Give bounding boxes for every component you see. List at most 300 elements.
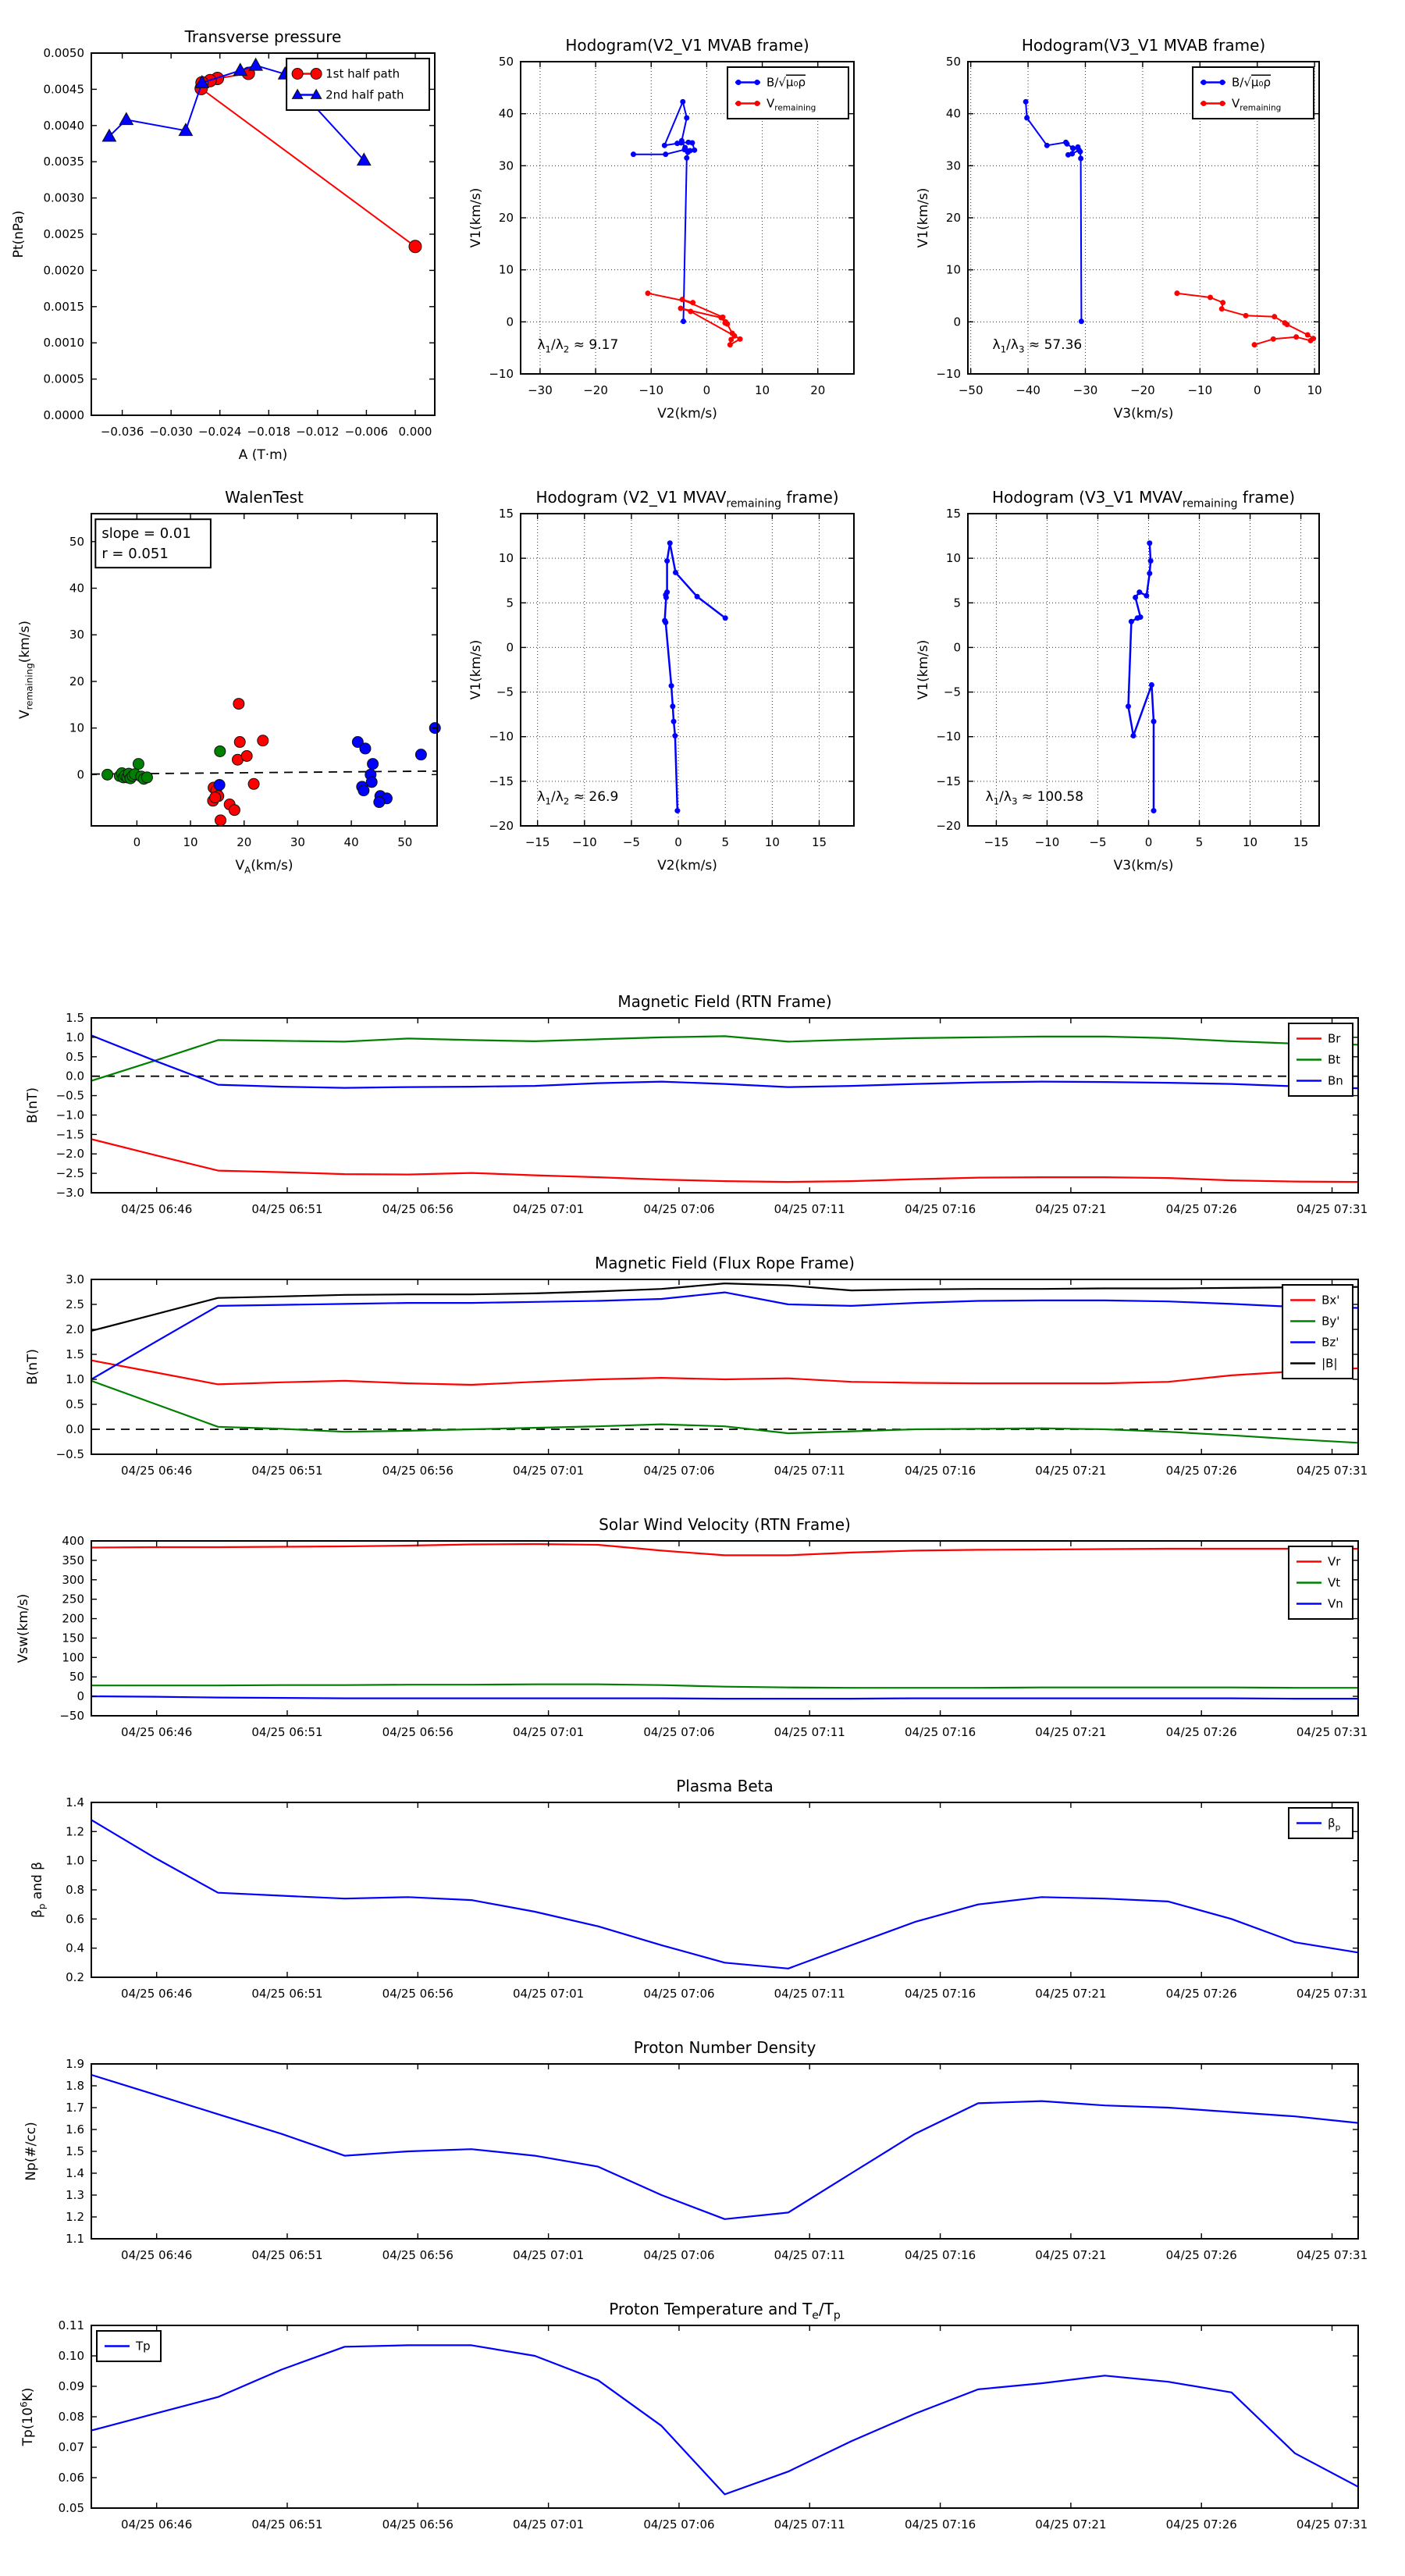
y-tick-label: 0.0015	[43, 299, 84, 314]
x-tick-label: 04/25 07:16	[904, 2248, 976, 2262]
y-tick-label: −5	[496, 685, 514, 699]
data-point	[374, 797, 385, 808]
y-tick-label: 0	[506, 315, 514, 329]
x-tick-label: 0.000	[398, 425, 432, 439]
x-tick-label: 04/25 07:01	[513, 2517, 585, 2532]
y-tick-label: 0.06	[58, 2471, 84, 2485]
y-tick-label: 0.0	[66, 1069, 84, 1083]
x-tick-label: 04/25 07:16	[904, 1987, 976, 2001]
x-tick-label: −0.036	[100, 425, 144, 439]
y-tick-label: 0.0025	[43, 227, 84, 241]
x-tick-label: 04/25 06:56	[382, 1202, 454, 1216]
y-tick-label: 0	[953, 315, 961, 329]
data-point	[141, 772, 152, 783]
chart-title: WalenTest	[225, 488, 304, 507]
y-tick-label: 40	[945, 106, 961, 121]
legend-label: Br	[1328, 1031, 1341, 1046]
data-point	[670, 703, 675, 709]
x-tick-label: 04/25 07:06	[643, 2517, 715, 2532]
chart-title: Solar Wind Velocity (RTN Frame)	[599, 1515, 851, 1534]
y-tick-label: 400	[62, 1534, 84, 1548]
x-tick-label: 04/25 07:21	[1035, 2248, 1107, 2262]
y-tick-label: −15	[489, 774, 514, 788]
x-tick-label: 04/25 07:11	[774, 1464, 845, 1478]
y-tick-label: 1.4	[66, 2166, 84, 2180]
data-point	[688, 309, 693, 315]
legend-label: Tp	[136, 2339, 151, 2354]
y-tick-label: −10	[489, 729, 514, 744]
y-tick-label: −1.5	[55, 1127, 84, 1142]
data-point	[1151, 719, 1157, 724]
y-tick-label: 0.6	[66, 1912, 84, 1927]
legend-label: $V_{remaining}$	[1232, 96, 1282, 113]
data-point	[1130, 733, 1136, 738]
data-point	[102, 769, 113, 780]
y-tick-label: 0.05	[58, 2501, 84, 2515]
y-tick-label: 1.5	[66, 1347, 84, 1361]
x-tick-label: 04/25 06:56	[382, 2248, 454, 2262]
annotation-text: $\lambda_1/\lambda_3 \approx 57.36$	[992, 337, 1083, 355]
y-tick-label: 1.2	[66, 2210, 84, 2224]
y-tick-label: 0.0040	[43, 118, 84, 133]
y-axis-label: V1(km/s)	[916, 187, 931, 248]
x-tick-label: −40	[1016, 383, 1040, 397]
y-tick-label: 10	[498, 551, 514, 566]
data-point	[722, 320, 727, 326]
data-point	[738, 336, 743, 342]
data-point	[755, 80, 760, 85]
data-point	[258, 735, 269, 746]
y-tick-label: 1.6	[66, 2122, 84, 2137]
y-tick-label: 0.0005	[43, 372, 84, 386]
x-tick-label: 04/25 07:11	[774, 1725, 845, 1739]
x-tick-label: 04/25 07:11	[774, 2517, 845, 2532]
y-tick-label: 0.2	[66, 1970, 84, 1984]
x-tick-label: 50	[397, 835, 413, 849]
x-tick-label: 04/25 06:51	[251, 1725, 323, 1739]
transverse-pressure-chart	[0, 0, 468, 488]
data-point	[1174, 290, 1179, 296]
data-point	[678, 306, 683, 311]
x-tick-label: 20	[237, 835, 252, 849]
data-point	[673, 570, 678, 575]
legend-label: By'	[1321, 1314, 1340, 1329]
x-tick-label: 04/25 06:51	[251, 1202, 323, 1216]
chart-title: Plasma Beta	[676, 1777, 774, 1795]
y-tick-label: 100	[62, 1650, 84, 1665]
x-tick-label: −15	[525, 835, 550, 849]
np-chart	[0, 2014, 1405, 2275]
x-axis-label: $V_A(km/s)$	[235, 858, 293, 876]
y-tick-label: −5	[943, 685, 961, 699]
x-axis-label: V2(km/s)	[657, 406, 717, 422]
data-point	[680, 297, 685, 302]
x-tick-label: 10	[755, 383, 770, 397]
y-tick-label: 10	[498, 262, 514, 277]
data-point	[1149, 682, 1154, 688]
data-point	[662, 143, 667, 148]
plot-background	[91, 2325, 1358, 2508]
x-tick-label: 04/25 07:06	[643, 1987, 715, 2001]
chart-title: Hodogram(V2_V1 MVAB frame)	[565, 36, 809, 55]
x-tick-label: 04/25 07:16	[904, 2517, 976, 2532]
data-point	[1271, 336, 1276, 342]
x-tick-label: 04/25 07:06	[643, 1464, 715, 1478]
y-tick-label: 30	[69, 628, 84, 642]
data-point	[1201, 80, 1207, 85]
y-tick-label: −50	[59, 1709, 84, 1723]
x-tick-label: 04/25 06:56	[382, 1725, 454, 1739]
x-tick-label: 04/25 06:46	[121, 1464, 193, 1478]
data-point	[727, 342, 733, 347]
x-tick-label: 04/25 07:26	[1165, 2248, 1237, 2262]
data-point	[728, 337, 734, 343]
plot-background	[91, 1018, 1358, 1193]
y-tick-label: 0.8	[66, 1883, 84, 1897]
y-tick-label: 0.0020	[43, 263, 84, 278]
y-tick-label: 10	[945, 551, 961, 566]
x-tick-label: −5	[622, 835, 640, 849]
annotation-text: r = 0.051	[101, 546, 169, 563]
y-tick-label: 10	[945, 262, 961, 277]
x-tick-label: 10	[1307, 383, 1322, 397]
x-tick-label: 04/25 07:16	[904, 1725, 976, 1739]
y-tick-label: 50	[945, 55, 961, 69]
legend-label: Bn	[1328, 1073, 1343, 1088]
data-point	[234, 737, 245, 748]
data-point	[241, 750, 252, 761]
y-tick-label: 5	[953, 596, 961, 610]
x-tick-label: 04/25 07:11	[774, 2248, 845, 2262]
y-tick-label: 200	[62, 1611, 84, 1626]
data-point	[311, 69, 322, 80]
data-point	[671, 719, 677, 724]
x-tick-label: −5	[1089, 835, 1107, 849]
data-point	[1147, 540, 1152, 546]
data-point	[1133, 595, 1138, 600]
data-point	[736, 80, 742, 85]
data-point	[358, 785, 369, 796]
data-point	[695, 594, 700, 600]
chart-title: Hodogram (V2_V1 $MVAV_{remaining}$ frame)	[535, 488, 839, 511]
x-tick-label: 04/25 07:21	[1035, 1987, 1107, 2001]
y-tick-label: −2.5	[55, 1166, 84, 1181]
y-tick-label: 350	[62, 1553, 84, 1567]
x-tick-label: −30	[1072, 383, 1098, 397]
y-tick-label: 0.07	[58, 2440, 84, 2454]
y-tick-label: 1.4	[66, 1795, 84, 1809]
plot-background	[91, 1541, 1358, 1716]
y-axis-label: Vsw(km/s)	[16, 1593, 31, 1663]
data-point	[215, 745, 226, 756]
legend-label: Vr	[1328, 1554, 1341, 1569]
hodogram-v3v1-mvav-chart	[907, 488, 1405, 968]
x-tick-label: −20	[1130, 383, 1155, 397]
x-axis-label: A (T·m)	[238, 447, 288, 463]
x-axis-label: V3(km/s)	[1113, 406, 1174, 422]
y-tick-label: 2.5	[66, 1297, 84, 1311]
y-tick-label: 1.9	[66, 2057, 84, 2071]
x-tick-label: 04/25 07:21	[1035, 1202, 1107, 1216]
y-tick-label: 50	[69, 534, 84, 549]
chart-title: Hodogram(V3_V1 MVAB frame)	[1021, 36, 1266, 55]
data-point	[1208, 295, 1213, 301]
y-tick-label: 0.09	[58, 2379, 84, 2393]
plot-background	[91, 1802, 1358, 1977]
hodogram-v2v1-mvab-chart	[468, 0, 907, 488]
data-point	[682, 145, 688, 151]
y-tick-label: 1.0	[66, 1853, 84, 1868]
x-tick-label: 5	[721, 835, 729, 849]
x-tick-label: 04/25 07:31	[1296, 2248, 1368, 2262]
x-tick-label: 15	[1293, 835, 1309, 849]
x-tick-label: 04/25 06:46	[121, 1725, 193, 1739]
y-axis-label: V1(km/s)	[916, 639, 931, 700]
data-point	[1272, 314, 1277, 319]
y-axis-label: V1(km/s)	[468, 187, 484, 248]
x-tick-label: −0.030	[149, 425, 193, 439]
x-tick-label: −10	[638, 383, 664, 397]
data-point	[736, 101, 742, 106]
x-tick-label: 04/25 07:31	[1296, 1464, 1368, 1478]
y-tick-label: 0.08	[58, 2410, 84, 2424]
y-axis-label: V1(km/s)	[468, 639, 484, 700]
x-tick-label: 04/25 07:31	[1296, 1202, 1368, 1216]
y-tick-label: 20	[69, 674, 84, 688]
data-point	[667, 540, 673, 546]
legend-box	[1282, 1285, 1353, 1379]
data-point	[409, 240, 422, 253]
vsw-chart	[0, 1491, 1405, 1752]
y-tick-label: 20	[498, 211, 514, 225]
data-point	[248, 778, 259, 789]
x-tick-label: 04/25 07:26	[1165, 1464, 1237, 1478]
y-axis-label: Pt(nPa)	[11, 210, 27, 258]
x-tick-label: 04/25 07:21	[1035, 2517, 1107, 2532]
y-tick-label: −15	[936, 774, 961, 788]
chart-title: Transverse pressure	[184, 27, 342, 46]
y-tick-label: 1.5	[66, 1011, 84, 1025]
x-tick-label: −10	[1187, 383, 1213, 397]
x-axis-label: V2(km/s)	[657, 858, 717, 873]
data-point	[663, 151, 668, 157]
y-axis-label: Np(#/cc)	[23, 2122, 39, 2181]
x-tick-label: 04/25 06:56	[382, 1987, 454, 2001]
x-tick-label: 04/25 07:01	[513, 1464, 585, 1478]
y-tick-label: 0.11	[58, 2318, 84, 2332]
plot-background	[968, 514, 1319, 826]
x-tick-label: −0.006	[344, 425, 389, 439]
legend-label: Bx'	[1321, 1293, 1340, 1308]
data-point	[1069, 151, 1075, 157]
legend-label: B/√μ₀ρ	[767, 75, 806, 90]
y-tick-label: 1.1	[66, 2232, 84, 2246]
x-tick-label: 04/25 06:51	[251, 2248, 323, 2262]
x-tick-label: 04/25 06:51	[251, 1464, 323, 1478]
y-tick-label: 1.2	[66, 1824, 84, 1839]
y-tick-label: 0.5	[66, 1049, 84, 1064]
data-point	[366, 777, 377, 788]
y-tick-label: 1.5	[66, 2144, 84, 2158]
x-tick-label: 04/25 06:51	[251, 1987, 323, 2001]
y-tick-label: 0.0	[66, 1422, 84, 1436]
walen-test-chart	[0, 488, 468, 968]
data-point	[684, 116, 689, 121]
y-tick-label: 50	[69, 1670, 84, 1685]
x-tick-label: 04/25 07:31	[1296, 2517, 1368, 2532]
x-tick-label: 04/25 07:01	[513, 1725, 585, 1739]
data-point	[1305, 333, 1311, 338]
data-point	[1284, 322, 1289, 327]
legend-label: $\beta_p$	[1328, 1816, 1341, 1833]
y-tick-label: 30	[498, 158, 514, 173]
x-tick-label: 10	[1243, 835, 1258, 849]
y-tick-label: 1.8	[66, 2079, 84, 2093]
y-axis-label: $\beta_p$ and β	[30, 1861, 48, 1919]
x-tick-label: 04/25 07:01	[513, 1987, 585, 2001]
data-point	[1151, 808, 1157, 813]
y-tick-label: 10	[69, 720, 84, 735]
data-point	[663, 595, 669, 600]
x-tick-label: −0.012	[296, 425, 340, 439]
data-point	[1252, 342, 1257, 347]
y-tick-label: 3.0	[66, 1272, 84, 1286]
x-tick-label: −0.018	[247, 425, 291, 439]
x-tick-label: 04/25 07:06	[643, 1202, 715, 1216]
data-point	[680, 99, 685, 105]
data-point	[664, 558, 670, 564]
x-tick-label: −30	[528, 383, 553, 397]
data-point	[360, 743, 371, 754]
data-point	[674, 808, 680, 813]
chart-title: Magnetic Field (Flux Rope Frame)	[595, 1254, 855, 1272]
data-point	[690, 300, 695, 305]
data-point	[1070, 145, 1076, 151]
y-tick-label: −10	[936, 729, 961, 744]
mag-fr-chart	[0, 1229, 1405, 1491]
x-tick-label: 04/25 07:21	[1035, 1464, 1107, 1478]
x-tick-label: 04/25 06:51	[251, 2517, 323, 2532]
x-tick-label: 04/25 06:46	[121, 1987, 193, 2001]
data-point	[663, 620, 668, 625]
x-tick-label: 0	[1253, 383, 1261, 397]
x-tick-label: 10	[183, 835, 198, 849]
data-point	[672, 733, 678, 738]
y-tick-label: −1.0	[55, 1108, 84, 1123]
y-tick-label: 0.0045	[43, 82, 84, 97]
x-tick-label: 04/25 07:31	[1296, 1725, 1368, 1739]
y-axis-label: $Tp(10^6K)$	[18, 2387, 36, 2446]
data-point	[685, 150, 691, 155]
y-tick-label: 5	[506, 596, 514, 610]
data-point	[1147, 571, 1152, 576]
x-tick-label: 04/25 07:11	[774, 1202, 845, 1216]
chart-title: Hodogram (V3_V1 $MVAV_{remaining}$ frame)	[991, 488, 1296, 511]
data-point	[233, 699, 244, 710]
y-tick-label: 40	[498, 106, 514, 121]
x-tick-label: 04/25 07:16	[904, 1464, 976, 1478]
data-point	[1024, 116, 1030, 121]
y-tick-label: 40	[69, 581, 84, 596]
legend-label: Vt	[1328, 1575, 1341, 1590]
y-tick-label: 2.0	[66, 1322, 84, 1336]
data-point	[292, 69, 303, 80]
x-tick-label: 04/25 07:26	[1165, 1725, 1237, 1739]
data-point	[229, 805, 240, 816]
hodogram-v2v1-mvav-chart	[468, 488, 907, 968]
x-tick-label: 20	[810, 383, 826, 397]
x-tick-label: 04/25 07:26	[1165, 1987, 1237, 2001]
mag-rtn-chart	[0, 968, 1405, 1229]
data-point	[1220, 80, 1225, 85]
data-point	[1064, 141, 1069, 147]
data-point	[1126, 703, 1131, 709]
y-tick-label: 0.4	[66, 1941, 84, 1955]
data-point	[718, 315, 724, 321]
x-tick-label: 04/25 07:16	[904, 1202, 976, 1216]
x-tick-label: 5	[1195, 835, 1204, 849]
y-tick-label: 0	[76, 1689, 84, 1704]
x-tick-label: 0	[674, 835, 682, 849]
x-tick-label: 04/25 07:06	[643, 1725, 715, 1739]
x-tick-label: 04/25 06:56	[382, 2517, 454, 2532]
data-point	[1135, 615, 1140, 621]
annotation-text: $\lambda_1/\lambda_2 \approx 9.17$	[537, 337, 619, 355]
y-tick-label: 0.5	[66, 1397, 84, 1411]
y-tick-label: 0.0030	[43, 190, 84, 205]
y-tick-label: 15	[945, 507, 961, 521]
legend-label: B/√μ₀ρ	[1232, 75, 1271, 90]
data-point	[1243, 313, 1249, 318]
x-tick-label: 15	[811, 835, 827, 849]
annotation-text: slope = 0.01	[101, 525, 191, 543]
plot-background	[521, 514, 854, 826]
x-tick-label: 04/25 06:46	[121, 1202, 193, 1216]
tp-chart	[0, 2275, 1405, 2545]
y-tick-label: 250	[62, 1592, 84, 1606]
x-tick-label: −15	[984, 835, 1009, 849]
x-tick-label: −20	[583, 383, 608, 397]
data-point	[1136, 589, 1142, 595]
y-axis-label: $V_{remaining}(km/s)$	[17, 621, 35, 719]
x-tick-label: 04/25 07:06	[643, 2248, 715, 2262]
x-tick-label: 30	[290, 835, 305, 849]
chart-title: Proton Temperature and $T_e/T_p$	[609, 2300, 841, 2322]
annotation-text: $\lambda_1/\lambda_2 \approx 26.9$	[537, 789, 619, 807]
x-tick-label: 04/25 06:56	[382, 1464, 454, 1478]
y-tick-label: −3.0	[55, 1186, 84, 1200]
data-point	[1201, 101, 1207, 106]
data-point	[1129, 619, 1134, 624]
y-tick-label: 50	[498, 55, 514, 69]
data-point	[1079, 318, 1084, 324]
y-tick-label: 300	[62, 1572, 84, 1587]
y-tick-label: 1.7	[66, 2101, 84, 2115]
x-tick-label: 04/25 07:26	[1165, 1202, 1237, 1216]
plot-background	[91, 2064, 1358, 2239]
x-tick-label: 04/25 07:11	[774, 1987, 845, 2001]
x-tick-label: 40	[343, 835, 359, 849]
y-tick-label: 0.0035	[43, 155, 84, 169]
beta-chart	[0, 1752, 1405, 2014]
annotation-text: $\lambda_1/\lambda_3 \approx 100.58$	[985, 789, 1084, 807]
data-point	[1307, 338, 1313, 343]
data-point	[1044, 143, 1050, 148]
legend-label: 2nd half path	[325, 87, 404, 102]
x-tick-label: −10	[1034, 835, 1060, 849]
data-point	[210, 792, 221, 803]
data-point	[368, 759, 379, 770]
